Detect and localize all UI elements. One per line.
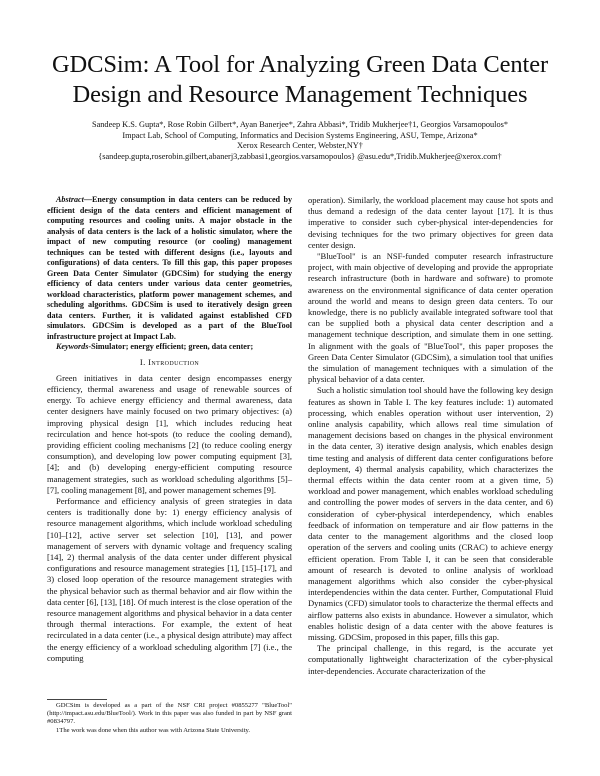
right-paragraph-3: Such a holistic simulation tool should have the following key design features as shown in Table I. The key features include: 1) automated processing, which enables operation without user intervention, 2) online analysis capability, which allows real time simulation of management decisions based on changes in the physical environment in the data center, 3) iterative design analysis, which enables design time testing and analysis of different data center configurations before deployment, 4) thermal analysis capability, which characterizes the thermal effects within the data center room at a given time, 5) workload and power management, which enables workload scheduling and controlling the power modes of servers in the data center, and 6) consideration of cyber-physical interdependency, which enables feedback of information on temperature and air flow patterns in the data center to the management algorithms and the closed loop operation of the servers and cooling units (CRAC) to achieve energy efficient operation. From Table I, it can be seen that considerable amount of research is devoted to online analysis of workload management algorithms which also consider the cyber-physical interdependencies within the data center. Further, Computational Fluid Dynamics (CFD) simulator tools to characterize the thermal effects and airflow patterns also exists in abundance. However a simulator, which enables holistic design of a data center with the above features is missing. GDCSim, proposed in this paper, fills this gap. (308, 385, 553, 642)
abstract-label: Abstract (56, 195, 84, 204)
author-block (20, 120, 580, 162)
paper-title (20, 50, 580, 110)
intro-paragraph-2: Performance and efficiency analysis of green strategies in data centers is traditionally done by: 1) energy efficiency analysis of resource management algorithms, which include workload scheduling [10]–[12], active server set selection [10], [13], and power management of servers with dynamic voltage and frequency scaling [14], 2) thermal analysis of the data center under different physical configurations and resource management strategies [1], [15]–[17], and 3) closed loop operation of the resource management strategies with the physical behavior such as thermal behavior and air flow within the data center [6], [13], [18]. Of much interest is the close operation of the resource management algorithms and physical behavior in a data center through thermal interactions. For example, the extent of heat recirculated in a data center (i.e., a physical design attribute) may affect the energy efficiency of a workload scheduling algorithm [7] (i.e., the computing (47, 495, 292, 663)
keywords-text: -Simulator; energy efficient; green, data center; (88, 342, 254, 351)
author-list: Sandeep K.S. Gupta*, Rose Robin Gilbert*, Ayan Banerjee*, Zahra Abbasi*, Tridib Mukherjee†1, Georgios Varsamopoulos* (91, 120, 509, 129)
affiliation-asu: Impact Lab, School of Computing, Informatics and Decision Systems Engineering, ASU, Tempe, Arizona* (122, 130, 478, 140)
author-emails: {sandeep.gupta,roserobin.gilbert,abanerj3,zabbasi1,georgios.varsamopoulos} @asu.edu*,Tridib.Mukherjee@xerox.com† (98, 151, 502, 161)
section-heading-introduction: I. Introduction (139, 356, 200, 367)
footnote-funding: GDCSim is developed as a part of the NSF CRI project #0855277 "BlueTool" (http://impact.asu.edu/BlueTool/). Work in this paper was also funded in part by NSF grant #0834797. (47, 702, 292, 726)
abstract (47, 195, 292, 342)
keywords-label: Keywords (56, 342, 89, 351)
left-column (47, 195, 292, 664)
right-column (308, 195, 553, 677)
footnotes (47, 702, 292, 735)
keywords (47, 342, 292, 353)
right-paragraph-2: "BlueTool" is an NSF-funded computer research infrastructure project, with main objective of developing and provide the appropriate research infrastructure (both in hardware and software) to promote awareness on the environmental significance of data center operation around the world and means to design green data centers. To our knowledge, there is no publicly available integrated software tool that can be supplied both a physical data center description and a management technique description, and simulate them in one setting. In alignment with the goals of "BlueTool", this paper proposes the Green Data Center Simulator (GDCSim), a simulation tool that unifies the simulation of management techniques with a simulation of the physical behavior of a data center. (308, 251, 553, 385)
right-paragraph-1: operation). Similarly, the workload placement may cause hot spots and thus demand a redesign of the data center layout [17]. It is thus imperative to consider such cyber-physical inter-dependencies for devising techniques for the two primary objectives for green data center design. (308, 195, 553, 250)
title-line-1: GDCSim: A Tool for Analyzing Green Data Center (51, 51, 549, 78)
footnote-divider (47, 699, 107, 700)
footnote-author-note: 1The work was done when this author was with Arizona State University. (56, 726, 251, 734)
affiliation-xerox: Xerox Research Center, Webster,NY† (237, 141, 363, 151)
title-line-2: Design and Resource Management Techniques (72, 81, 528, 108)
intro-paragraph-1: Green initiatives in data center design encompasses energy efficiency, thermal awareness and usage of renewable sources of energy. To achieve energy efficiency and thermal awareness, data center designers have mainly focused on two primary objectives: (a) improving physical design [1], which includes reducing heat recirculation and hence hot-spots (to reduce the cooling demand), providing efficient cooling mechanisms [2] (to reduce cooling energy consumption), and developing low power computing equipment [3], [4]; and (b) developing energy-efficient computing resource management strategies, such as workload scheduling algorithms [5]–[7], cooling management [8], and power management schemes [9]. (47, 372, 292, 495)
right-paragraph-4: The principal challenge, in this regard, is the accurate yet computationally lightweight characterization of the cyber-physical inter-dependencies. Accurate characterization of the (308, 643, 553, 676)
abstract-text: —Energy consumption in data centers can be reduced by efficient design of the data centers and efficient management of computing resources and cooling units. A major obstacle in the analysis of data centers is the lack of a holistic simulator, where the impact of new computing resource (or cooling) management techniques can be tested with different designs (i.e., layouts and configurations) of data centers. To fill this gap, this paper proposes Green Data Center Simulator (GDCSim) for studying the energy efficiency of data centers under various data center geometries, workload characteristics, platform power management schemes, and scheduling algorithms. GDCSim is used to iteratively design green data centers. Further, it is validated against established CFD simulators. GDCSim is developed as a part of the BlueTool infrastructure project at Impact Lab. (47, 195, 292, 341)
